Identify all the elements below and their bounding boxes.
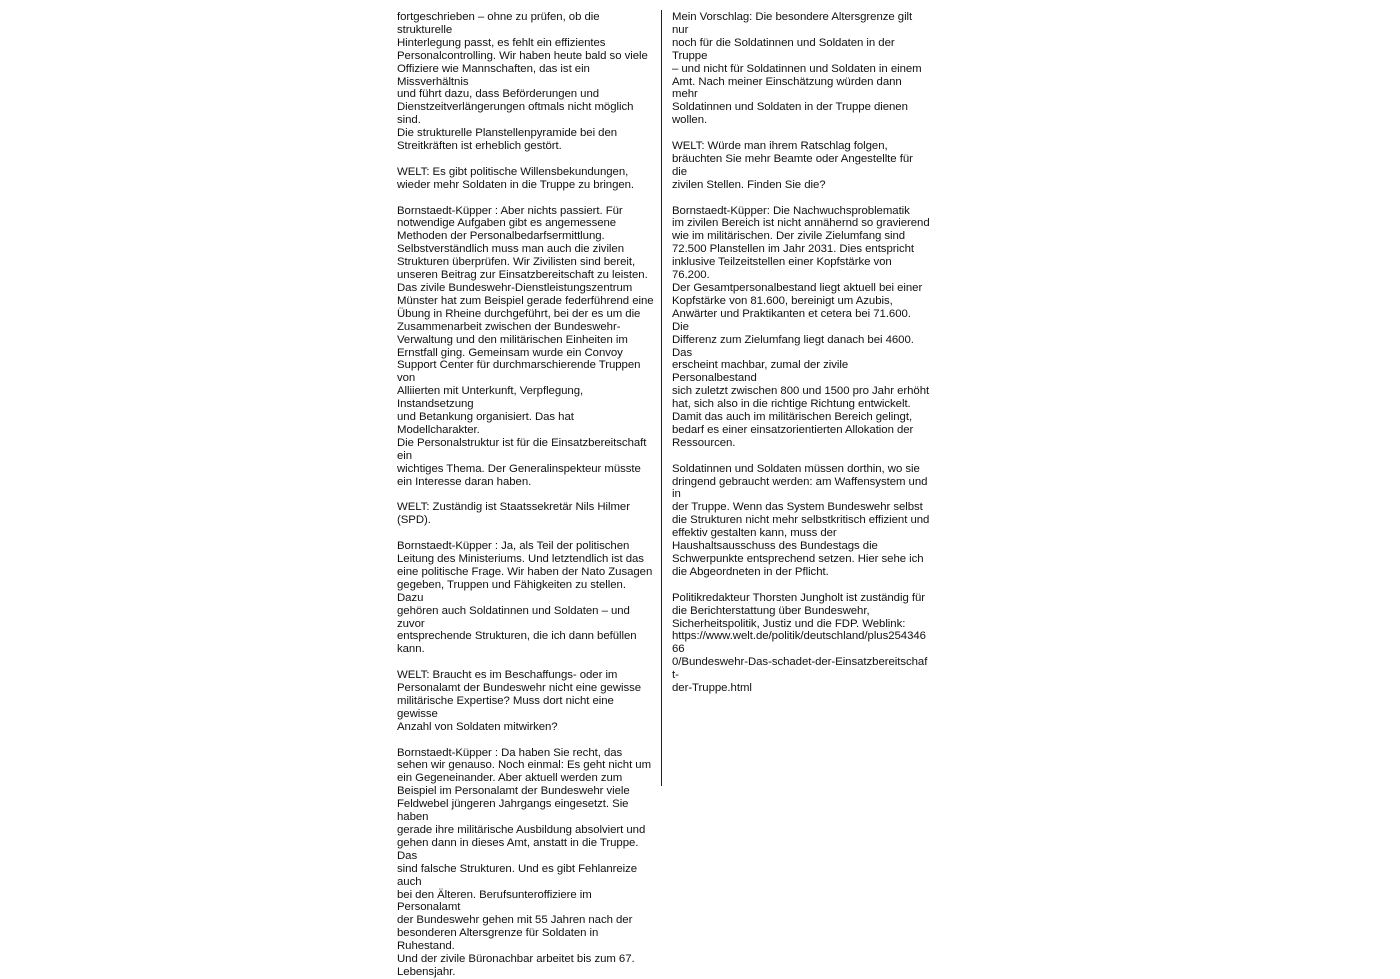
paragraph-personalcontrolling: fortgeschrieben – ohne zu prüfen, ob die strukturelle Hinterlegung passt, es fehlt ein effizientes Personalcontrolling. Wir haben heute bald so viele Offiziere wie Mannschaften, das ist ein Missverhältnis und führt dazu, dass Beförderungen und Dienstzeitverlängerungen oftmals nicht möglich sind. Die strukturelle Planstellenpyramide bei den Streitkräften ist erheblich gestört.: [397, 11, 648, 153]
paragraph-welt-question-expertise: WELT: Braucht es im Beschaffungs- oder im Personalamt der Bundeswehr nicht eine gewisse militärische Expertise? Muss dort nicht eine gewisse Anzahl von Soldaten mitwirken?: [397, 669, 642, 733]
column-divider: [661, 10, 662, 786]
paragraph-answer-convoy-support: Bornstaedt-Küpper : Aber nichts passiert. Für notwendige Aufgaben gibt es angemessene Methoden der Personalbedarfsermittlung. Selbstverständlich muss man auch die zivilen Strukturen überprüfen. Wir Zivilisten sind bereit, unseren Beitrag zur Einsatzbereitschaft zu leisten. Das zivile Bundeswehr-Dienstleistungszentrum Münster hat zum Beispiel gerade federführend eine Übung in Rheine durchgeführt, bei der es um die Zusammenarbeit zwischen der Bundeswehr- Verwaltung und den militärischen Einheiten im Ernstfall ging. Gemeinsam wurde ein Convoy Support Center für durchmarschierende Truppen von Alliierten mit Unterkunft, Verpflegung, Instandsetzung und Betankung organisiert. Das hat Modellcharakter. Die Personalstruktur ist für die Einsatzbereitschaft ein wichtiges Thema. Der Generalinspekteur müsste ein Interesse daran haben.: [397, 204, 654, 488]
paragraph-answer-nachwuchs: Bornstaedt-Küpper: Die Nachwuchsproblematik im zivilen Bereich ist nicht annähernd so gravierend wie im militärischen. Der zivile Zielumfang sind 72.500 Planstellen im Jahr 2031. Dies entspricht inklusive Teilzeitstellen einer Kopfstärke von 76.200. Der Gesamtpersonalbestand liegt aktuell bei einer Kopfstärke von 81.600, bereinigt um Azubis, Anwärter und Praktikanten et cetera bei 71.600. Die Differenz zum Zielumfang liegt danach bei 4600. Das erscheint machbar, zumal der zivile Personalbestand sich zuletzt zwischen 800 und 1500 pro Jahr erhöht hat, sich also in die richtige Richtung entwickelt. Damit das auch im militärischen Bereich gelingt, bedarf es einer einsatzorientierten Allokation der Ressourcen.: [672, 204, 930, 449]
paragraph-answer-politische-frage: Bornstaedt-Küpper : Ja, als Teil der politischen Leitung des Ministeriums. Und letztendlich ist das eine politische Frage. Wir haben der Nato Zusagen gegeben, Truppen und Fähigkeiten zu stellen. Dazu gehören auch Soldatinnen und Soldaten – und zuvor entsprechende Strukturen, die ich dann befüllen kann.: [397, 540, 653, 656]
left-text-column: [397, 11, 655, 979]
paragraph-altersgrenze-vorschlag: Mein Vorschlag: Die besondere Altersgrenze gilt nur noch für die Soldatinnen und Soldaten in der Truppe – und nicht für Soldatinnen und Soldaten in einem Amt. Nach meiner Einschätzung würden dann mehr Soldatinnen und Soldaten in der Truppe dienen wollen.: [672, 11, 922, 127]
paragraph-welt-question-beamte: WELT: Würde man ihrem Ratschlag folgen, bräuchten Sie mehr Beamte oder Angestellte für die zivilen Stellen. Finden Sie die?: [672, 140, 913, 191]
paragraph-welt-question-willensbekundungen: WELT: Es gibt politische Willensbekundungen, wieder mehr Soldaten in die Truppe zu bringen.: [397, 165, 635, 191]
right-text-column: [672, 11, 930, 695]
paragraph-waffensystem: Soldatinnen und Soldaten müssen dorthin, wo sie dringend gebraucht werden: am Waffensystem und in der Truppe. Wenn das System Bundeswehr selbst die Strukturen nicht mehr selbstkritisch effizient und effektiv gestalten kann, muss der Haushaltsausschuss des Bundestags die Schwerpunkte entsprechend setzen. Hier sehe ich die Abgeordneten in der Pflicht.: [672, 462, 930, 578]
paragraph-author-weblink: Politikredakteur Thorsten Jungholt ist zuständig für die Berichterstattung über Bundeswehr, Sicherheitspolitik, Justiz und die FDP. Weblink: https://www.welt.de/politik/deutschland/plus25434666 0/Bundeswehr-Das-schadet-der-Einsatzbereitschaft- der-Truppe.html: [672, 591, 928, 695]
paragraph-answer-personalamt: Bornstaedt-Küpper : Da haben Sie recht, das sehen wir genauso. Noch einmal: Es geht nicht um ein Gegeneinander. Aber aktuell werden zum Beispiel im Personalamt der Bundeswehr viele Feldwebel jüngeren Jahrgangs eingesetzt. Sie haben gerade ihre militärische Ausbildung absolviert und gehen dann in dieses Amt, anstatt in die Truppe. Das sind falsche Strukturen. Und es gibt Fehlanreize auch bei den Älteren. Berufsunteroffiziere im Personalamt der Bundeswehr gehen mit 55 Jahren nach der besonderen Altersgrenze für Soldaten in Ruhestand. Und der zivile Büronachbar arbeitet bis zum 67. Lebensjahr.: [397, 746, 652, 978]
paragraph-welt-staatssekretaer: WELT: Zuständig ist Staatssekretär Nils Hilmer (SPD).: [397, 501, 630, 527]
